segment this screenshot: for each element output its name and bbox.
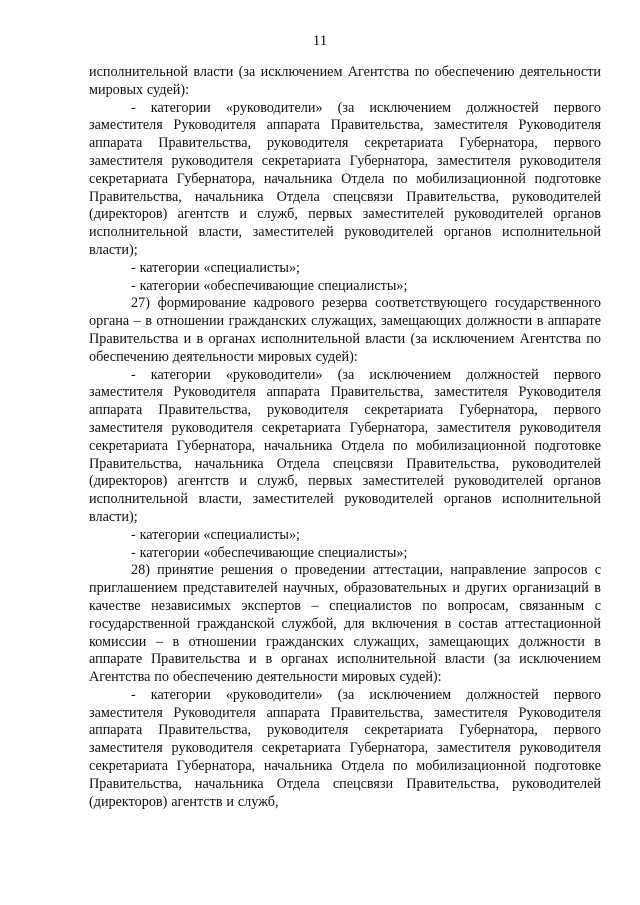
paragraph: - категории «руководители» (за исключением должностей первого заместителя Руководителя аппарата Правительства, заместителя Руководителя аппарата Правительства, руководителя секретариата Губернатора, первого заместителя руководителя секретариата Губернатора, заместителя руководителя секретариата Губернатора, начальника Отдела по мобилизационной подготовке Правительства, начальника Отдела спецсвязи Правительства, руководителей (директоров) агентств и служб, xyxy=(89,686,601,810)
paragraph: - категории «руководители» (за исключением должностей первого заместителя Руководителя аппарата Правительства, заместителя Руководителя аппарата Правительства, руководителя секретариата Губернатора, первого заместителя руководителя секретариата Губернатора, заместителя руководителя секретариата Губернатора, начальника Отдела по мобилизационной подготовке Правительства, начальника Отдела спецсвязи Правительства, руководителей (директоров) агентств и служб, первых заместителей руководителей органов исполнительной власти, заместителей руководителей органов исполнительной власти); xyxy=(89,366,601,525)
paragraph: - категории «обеспечивающие специалисты»; xyxy=(131,544,408,561)
paragraph: 28) принятие решения о проведении аттестации, направление запросов с приглашением представителей научных, образовательных и других организаций в качестве независимых экспертов – специалистов по вопросам, связанным с государственной гражданской службой, для включения в состав аттестационной комиссии – в отношении гражданских служащих, замещающих должности в аппарате Правительства и в органах исполнительной власти (за исключением Агентства по обеспечению деятельности мировых судей): xyxy=(89,562,601,686)
page-number: 11 xyxy=(312,33,328,49)
paragraph: исполнительной власти (за исключением Агентства по обеспечению деятельности мировых судей): xyxy=(89,64,601,98)
paragraph: - категории «специалисты»; xyxy=(131,526,300,543)
document-body xyxy=(89,64,601,811)
paragraph: - категории «руководители» (за исключением должностей первого заместителя Руководителя аппарата Правительства, заместителя Руководителя аппарата Правительства, руководителя секретариата Губернатора, первого заместителя руководителя секретариата Губернатора, заместителя руководителя секретариата Губернатора, начальника Отдела по мобилизационной подготовке Правительства, начальника Отдела спецсвязи Правительства, руководителей (директоров) агентств и служб, первых заместителей руководителей органов исполнительной власти, заместителей руководителей органов исполнительной власти); xyxy=(89,99,601,258)
paragraph: - категории «специалисты»; xyxy=(131,259,300,276)
paragraph: - категории «обеспечивающие специалисты»; xyxy=(131,277,408,294)
paragraph: 27) формирование кадрового резерва соответствующего государственного органа – в отношении гражданских служащих, замещающих должности в аппарате Правительства и в органах исполнительной власти (за исключением Агентства по обеспечению деятельности мировых судей): xyxy=(89,295,601,365)
